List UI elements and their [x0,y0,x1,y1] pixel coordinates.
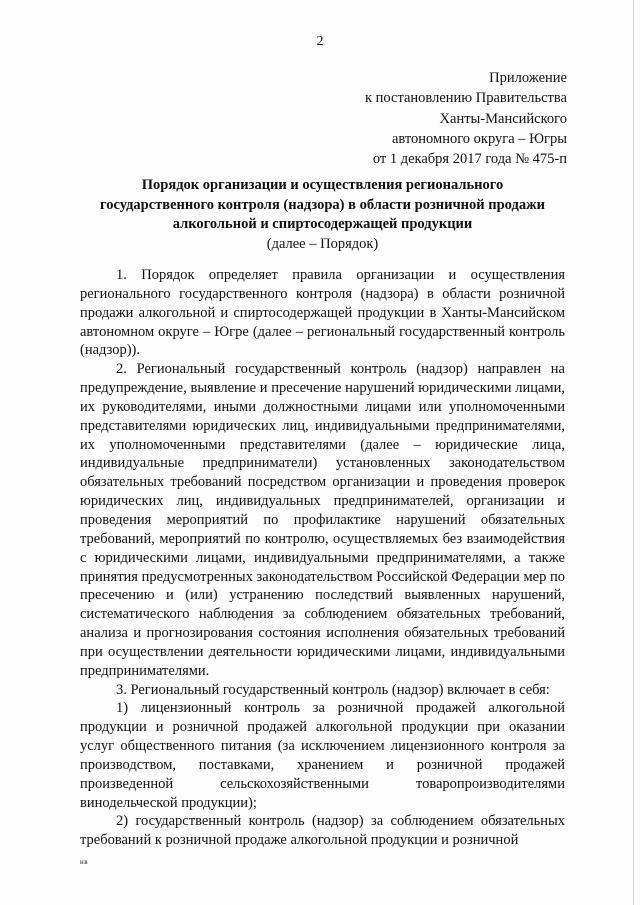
appendix-line: к постановлению Правительства [365,90,567,107]
document-body [80,266,565,850]
paragraph-2: 2. Региональный государственный контроль (надзор) направлен на предупреждение, выявление и пресечение нарушений юридическими лицами, их руководителями, иными должностными лицами или уполномоченными представителями юридических лиц, индивидуальными предпринимателями, их уполномоченными представителями (далее – юридические лица, индивидуальные предприниматели) установленных законодательством обязательных требований посредством организации и проведения проверок юридических лиц, индивидуальных предпринимателей, организации и проведения мероприятий по профилактике нарушений обязательных требований, мероприятий по контролю, осуществляемых без взаимодействия с юридическими лицами, индивидуальными предпринимателями, а также принятия предусмотренных законодательством Российской Федерации мер по пресечению и (или) устранению последствий выявленных нарушений, систематического наблюдения за соблюдением обязательных требований, анализа и прогнозирования состояния исполнения обязательных требований при осуществлении деятельности юридическими лицами, индивидуальными предпринимателями. [80,361,565,679]
title-line: Порядок организации и осуществления регионального [141,177,504,193]
appendix-block [267,68,567,169]
page-number: 2 [316,34,324,49]
paragraph-3: 3. Региональный государственный контроль (надзор) включает в себя: [116,681,550,698]
paragraph-3-1: 1) лицензионный контроль за розничной продажей алкогольной продукции и розничной продажей алкогольной продукции при оказании услуг общественного питания (за исключением лицензионного контроля за производством, поставками, хранением и розничной продажей произведенной сельскохозяйственными товаропроизводителями винодельческой продукции); [80,700,565,811]
appendix-line: Ханты-Мансийского [439,110,567,127]
paragraph-3-2: 2) государственный контроль (надзор) за соблюдением обязательных требований к розничной продаже алкогольной продукции и розничной [80,813,565,849]
title-line: государственного контроля (надзора) в области розничной продажи [100,196,545,213]
footer-mark: нв [80,858,89,866]
appendix-line: автономного округа – Югры [391,130,567,147]
appendix-line: от 1 декабря 2017 года № 475-п [372,151,567,168]
title-subtitle: (далее – Порядок) [266,235,379,252]
paragraph-1: 1. Порядок определяет правила организации и осуществления регионального государственного контроля (надзора) в области розничной продажи алкогольной и спиртосодержащей продукции в Ханты-Мансийском автономном округе – Югре (далее – региональный государственный контроль (надзор)). [80,267,565,359]
title-line: алкогольной и спиртосодержащей продукции [172,216,473,232]
page-edge [633,0,634,905]
document-title [80,176,565,254]
appendix-line: Приложение [489,70,567,86]
